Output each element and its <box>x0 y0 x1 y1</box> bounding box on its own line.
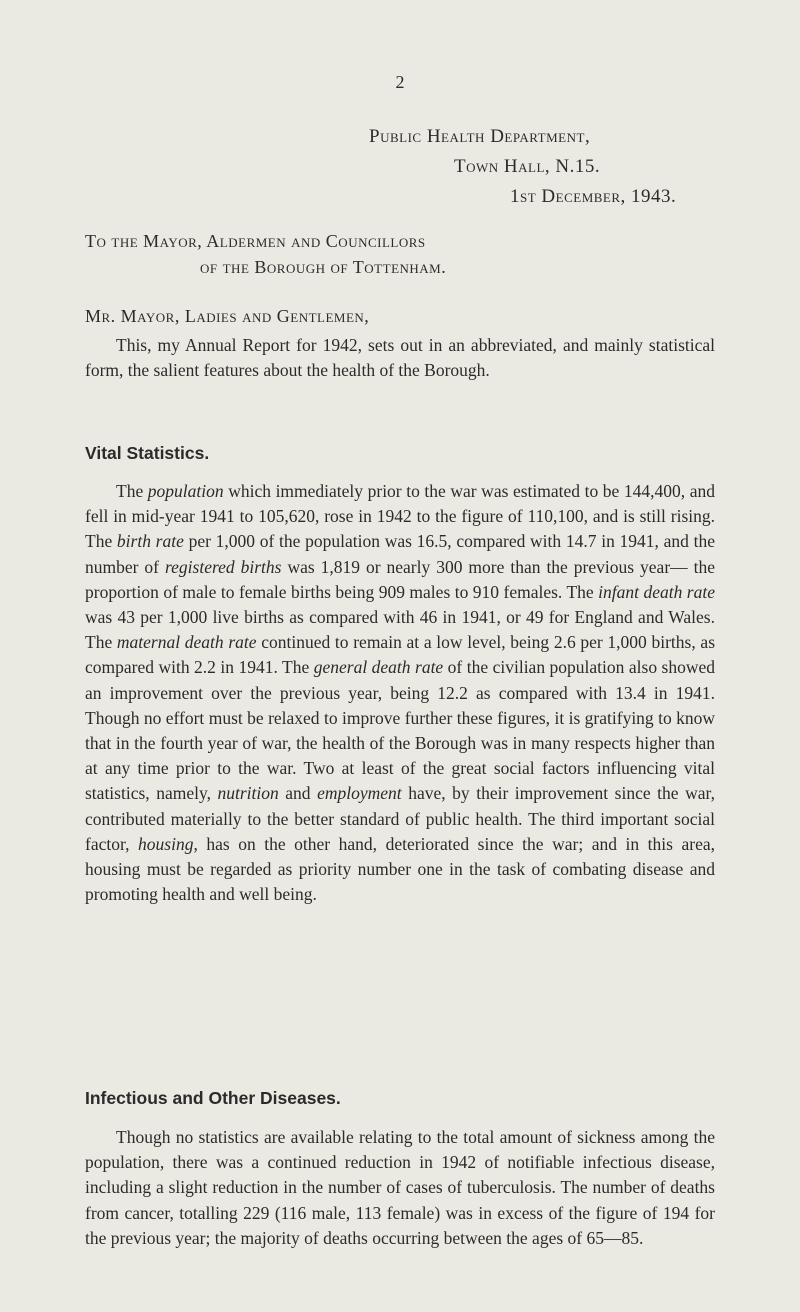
text-segment: was 43 per 1,000 live births as compared with 46 in 1941, or 49 for England and Wales. The <box>85 607 715 653</box>
infectious-diseases-heading: Infectious and Other Diseases. <box>85 1088 341 1108</box>
intro-paragraph-text: This, my Annual Report for 1942, sets out in an abbreviated, and mainly statistical form, the salient features about the health of the Borough. <box>85 335 715 381</box>
addressee-line-2: of the Borough of Tottenham. <box>200 257 447 277</box>
addressee-line-1: To the Mayor, Aldermen and Councillors <box>85 231 426 251</box>
greeting: Mr. Mayor, Ladies and Gentlemen, <box>85 306 370 326</box>
text-segment: which immediately prior to the war was estimated to be 144,400, and fell in mid-year 1941 to 105,620, rose in 1942 to the figure of 110,100, and is still rising. The <box>85 481 715 552</box>
text-segment: The <box>116 481 148 501</box>
intro-paragraph <box>85 333 715 383</box>
term-birth-rate: birth rate <box>116 531 184 552</box>
text-segment: and <box>278 783 318 804</box>
text-segment: was 1,819 or nearly 300 more than the previous year— the proportion of male to female births being 909 males to 910 females. The <box>85 556 715 602</box>
term-population: population <box>147 481 224 501</box>
vital-statistics-section <box>85 479 715 907</box>
term-infant-death-rate: infant death rate <box>598 581 716 602</box>
text-segment: continued to remain at a low level, being 2.6 per 1,000 births, as compared with 2.2 in 1941. The <box>85 632 715 678</box>
sender-address-date: 1st December, 1943. <box>510 186 677 207</box>
term-nutrition: nutrition <box>217 783 279 804</box>
term-registered-births: registered births <box>164 556 282 577</box>
sender-address-location: Town Hall, N.15. <box>454 156 601 177</box>
term-employment: employment <box>317 783 402 804</box>
text-segment: , has on the other hand, deteriorated since the war; and in this area, housing must be regarded as priority number one in the task of combating disease and promoting health and well being. <box>85 833 715 905</box>
term-maternal-death-rate: maternal death rate <box>116 632 257 653</box>
vital-statistics-heading: Vital Statistics. <box>85 443 210 463</box>
vital-statistics-paragraph <box>85 479 715 907</box>
page-number: 2 <box>395 72 405 92</box>
infectious-diseases-paragraph: Though no statistics are available relating to the total amount of sickness among the population, there was a continued reduction in 1942 of notifiable infectious disease, including a slight reduction in the number of cases of tuberculosis. The number of deaths from cancer, totalling 229 (116 male, 113 female) was in excess of the figure of 194 for the previous year; the majority of deaths occurring between the ages of 65—85. <box>85 1127 715 1248</box>
text-segment: have, by their improvement since the war, contributed materially to the better standard of public health. The third important social factor, <box>85 783 715 854</box>
sender-address-department: Public Health Department, <box>369 126 591 147</box>
text-segment: of the civilian population also showed an improvement over the previous year, being 12.2 as compared with 13.4 in 1941. Though no effort must be relaxed to improve further these figures, it is gratifying to know that in the fourth year of war, the health of the Borough was in many respects higher than at any time prior to the war. Two at least of the great social factors influencing vital statistics, namely, <box>85 657 716 804</box>
term-housing: housing <box>138 833 194 854</box>
term-general-death-rate: general death rate <box>313 657 444 678</box>
infectious-diseases-section <box>85 1125 715 1251</box>
text-segment: per 1,000 of the population was 16.5, compared with 14.7 in 1941, and the number of <box>85 531 715 577</box>
